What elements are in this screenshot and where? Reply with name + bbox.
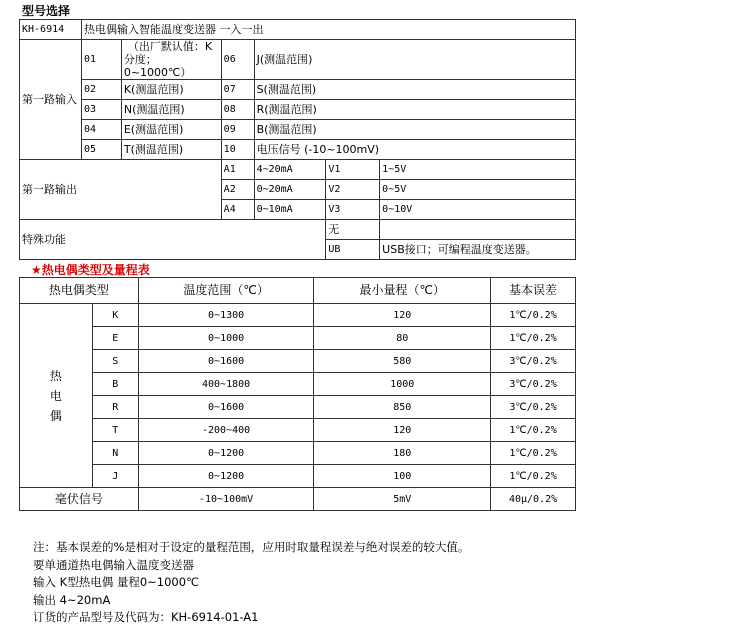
special-code: UB [326,240,380,260]
tc-type: T [92,419,138,442]
table-row [20,442,576,465]
output-desc: 0~20mA [254,180,326,200]
tc-min: 580 [314,350,491,373]
note-line: 注：基本误差的%是相对于设定的量程范围，应用时取量程误差与绝对误差的较大值。 [33,540,470,554]
group-char: 偶 [49,408,62,423]
mv-type: 毫伏信号 [20,488,139,511]
output-desc: 1~5V [380,160,576,180]
range-table-heading: ★热电偶类型及量程表 [31,263,150,277]
tc-type: S [92,350,138,373]
output-code: A2 [221,180,254,200]
thermocouple-range-table [19,277,576,511]
tc-min: 120 [314,304,491,327]
table-row [20,419,576,442]
output-code: A1 [221,160,254,180]
input-desc: K(测温范围) [121,80,221,100]
header-min-span: 最小量程（℃） [314,278,491,304]
page-title: 型号选择 [22,4,71,18]
tc-type: B [92,373,138,396]
input-code: 05 [81,140,121,160]
table-row [20,465,576,488]
input-desc: N(测温范围) [121,100,221,120]
input-desc: S(测温范围) [254,80,575,100]
output-code: V2 [326,180,380,200]
mv-range: -10~100mV [138,488,314,511]
tc-range: -200~400 [138,419,314,442]
output-code: V1 [326,160,380,180]
output-desc: 0~10mA [254,200,326,220]
input-code: 07 [221,80,254,100]
mv-min: 5mV [314,488,491,511]
input-desc: T(测温范围) [121,140,221,160]
tc-range: 0~1300 [138,304,314,327]
input-desc [121,40,221,80]
tc-min: 1000 [314,373,491,396]
tc-type: K [92,304,138,327]
output-desc: 0~5V [380,180,576,200]
tc-error: 1℃/0.2% [491,419,576,442]
note-line: 订货的产品型号及代码为：KH-6914-01-A1 [33,610,259,624]
output-desc: 0~10V [380,200,576,220]
tc-range: 0~1000 [138,327,314,350]
input-desc-line1: （出厂默认值：K [127,40,213,53]
input-desc: J(测温范围) [254,40,575,80]
input-desc: B(测温范围) [254,120,575,140]
tc-range: 0~1200 [138,465,314,488]
table-row [20,327,576,350]
output-code: V3 [326,200,380,220]
special-code: 无 [326,220,380,240]
input-code: 06 [221,40,254,80]
note-line: 要单通道热电偶输入温度变送器 [33,557,194,572]
note-line: 输出 4~20mA [33,592,111,607]
group-char: 电 [49,388,62,403]
tc-type: N [92,442,138,465]
tc-type: R [92,396,138,419]
table-row [20,304,576,327]
input-desc: 电压信号 (-10~100mV) [254,140,575,160]
output-label: 第一路输出 [20,160,222,220]
tc-error: 3℃/0.2% [491,396,576,419]
special-label: 特殊功能 [20,220,326,260]
special-desc: USB接口；可编程温度变送器。 [380,240,576,260]
input-desc: R(测温范围) [254,100,575,120]
output-desc: 4~20mA [254,160,326,180]
table-row [20,488,576,511]
input-code: 02 [81,80,121,100]
special-desc [380,220,576,240]
tc-range: 400~1800 [138,373,314,396]
tc-error: 1℃/0.2% [491,327,576,350]
tc-min: 100 [314,465,491,488]
tc-min: 120 [314,419,491,442]
input-code: 08 [221,100,254,120]
tc-min: 180 [314,442,491,465]
input-code: 03 [81,100,121,120]
tc-min: 850 [314,396,491,419]
output-code: A4 [221,200,254,220]
tc-range: 0~1200 [138,442,314,465]
table-row [20,396,576,419]
tc-error: 3℃/0.2% [491,350,576,373]
header-type: 热电偶类型 [20,278,139,304]
tc-error: 3℃/0.2% [491,373,576,396]
tc-type: J [92,465,138,488]
tc-error: 1℃/0.2% [491,442,576,465]
tc-range: 0~1600 [138,350,314,373]
tc-error: 1℃/0.2% [491,304,576,327]
notes [33,539,469,627]
input-code: 09 [221,120,254,140]
model-selection-table [19,19,576,260]
tc-min: 80 [314,327,491,350]
input-desc: E(测温范围) [121,120,221,140]
header-error: 基本误差 [491,278,576,304]
group-label [20,304,93,488]
input-desc-line2: 分度；0~1000℃） [123,53,192,79]
input-code: 04 [81,120,121,140]
table-row [20,373,576,396]
group-char: 热 [49,368,62,383]
header-range: 温度范围（℃） [138,278,314,304]
note-line: 输入 K型热电偶 量程0~1000℃ [33,575,199,589]
input-code: 10 [221,140,254,160]
input-code: 01 [81,40,121,80]
tc-type: E [92,327,138,350]
table-row [20,350,576,373]
mv-error: 40μ/0.2% [491,488,576,511]
tc-error: 1℃/0.2% [491,465,576,488]
model-code: KH-6914 [20,20,82,40]
tc-range: 0~1600 [138,396,314,419]
model-description: 热电偶输入智能温度变送器 一入一出 [81,20,575,40]
input-label: 第一路输入 [20,40,82,160]
